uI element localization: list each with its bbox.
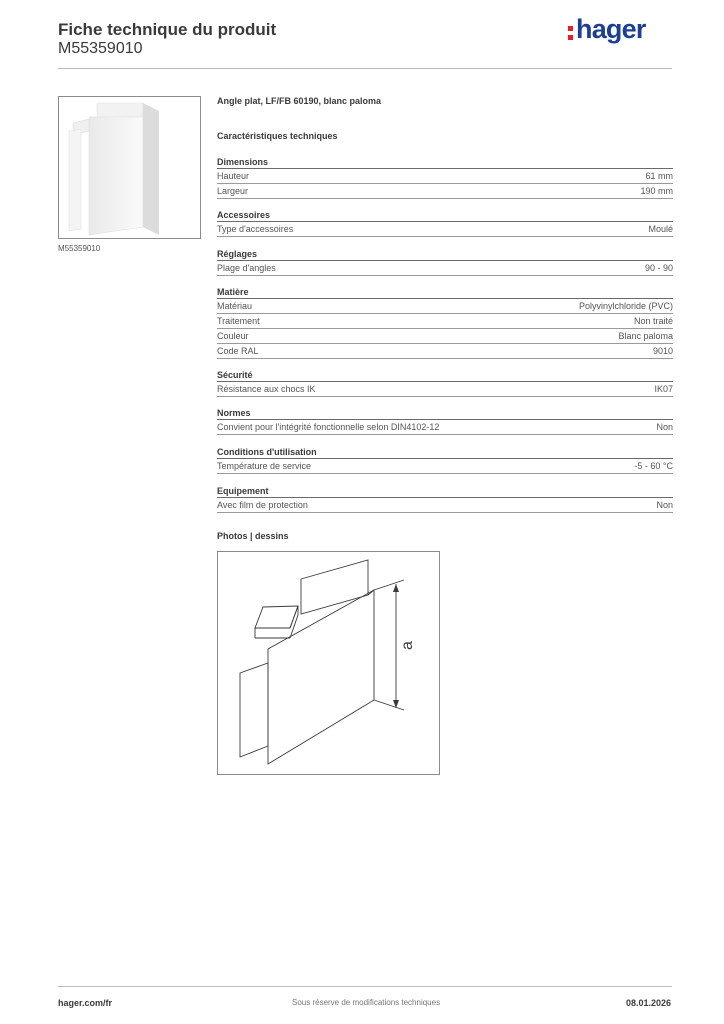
footer-disclaimer: Sous réserve de modifications techniques [292,998,441,1007]
section-dimensions [217,156,673,199]
spec-value: Non traité [633,316,673,326]
product-reference: M55359010 [58,40,143,57]
spec-heading: Caractéristiques techniques [217,131,338,141]
spec-row [217,459,673,474]
spec-row [217,498,673,513]
spec-row [217,222,673,237]
section-conditions [217,446,673,474]
spec-label: Type d'accessoires [217,224,294,234]
spec-value: Polyvinylchloride (PVC) [578,301,673,311]
product-photo-image [59,97,200,238]
spec-label: Matériau [217,301,253,311]
photos-heading: Photos | dessins [217,531,289,541]
product-photo [58,96,201,239]
spec-label: Largeur [217,186,249,196]
spec-row [217,261,673,276]
logo-dots-icon [568,26,573,41]
spec-label: Plage d'angles [217,263,276,273]
spec-row [217,420,673,435]
section-title: Equipement [217,485,673,498]
spec-row [217,344,673,359]
section-title: Matière [217,286,673,299]
product-name: Angle plat, LF/FB 60190, blanc paloma [217,96,382,106]
spec-row [217,314,673,329]
page-title: Fiche technique du produit [58,20,277,39]
spec-value: IK07 [654,384,673,394]
spec-value: Blanc paloma [618,331,673,341]
footer-website[interactable]: hager.com/fr [58,998,113,1008]
technical-drawing-image [218,552,439,774]
spec-label: Traitement [217,316,260,326]
spec-value: 190 mm [640,186,673,196]
spec-value: Moulé [648,224,673,234]
spec-row [217,184,673,199]
footer-divider [58,986,672,987]
spec-row [217,169,673,184]
header-divider [58,68,672,69]
spec-row [217,329,673,344]
section-title: Réglages [217,248,673,261]
section-normes [217,407,673,435]
spec-value: Non [656,500,673,510]
footer-date: 08.01.2026 [626,998,672,1008]
section-securite [217,369,673,397]
section-title: Normes [217,407,673,420]
spec-value: -5 - 60 °C [634,461,673,471]
section-equipement [217,485,673,513]
section-matiere [217,286,673,359]
technical-drawing [217,551,440,775]
section-title: Sécurité [217,369,673,382]
spec-label: Couleur [217,331,249,341]
section-title: Dimensions [217,156,673,169]
section-title: Accessoires [217,209,673,222]
spec-value: 9010 [652,346,673,356]
spec-label: Température de service [217,461,312,471]
logo-text: hager [576,14,646,44]
section-accessoires [217,209,673,237]
dimension-label: a [399,641,416,650]
spec-label: Hauteur [217,171,250,181]
spec-row [217,299,673,314]
spec-label: Avec film de protection [217,500,308,510]
spec-value: 90 - 90 [644,263,673,273]
spec-label: Résistance aux chocs IK [217,384,316,394]
spec-label: Convient pour l'intégrité fonctionnelle selon DIN4102-12 [217,422,440,432]
section-reglages [217,248,673,276]
spec-row [217,382,673,397]
product-photo-caption: M55359010 [58,244,101,253]
spec-value: Non [656,422,673,432]
spec-label: Code RAL [217,346,259,356]
section-title: Conditions d'utilisation [217,446,673,459]
spec-value: 61 mm [645,171,673,181]
